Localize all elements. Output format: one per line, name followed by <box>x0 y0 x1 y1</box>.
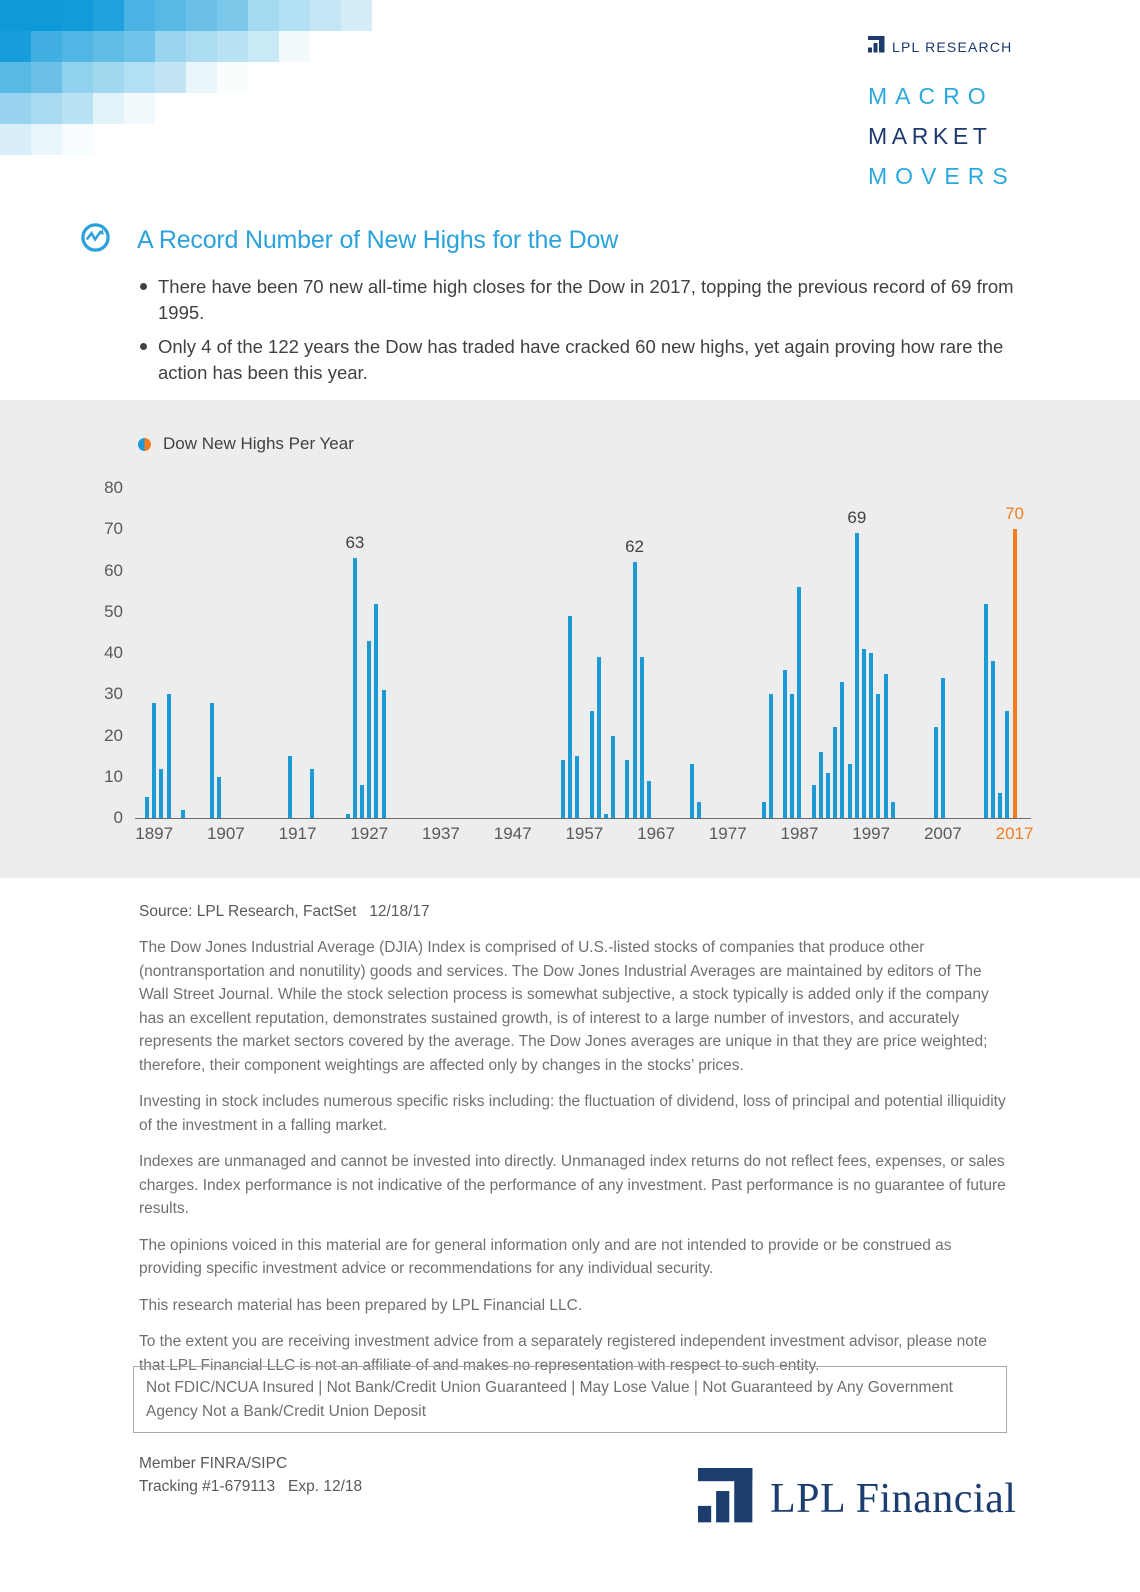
bar-1955 <box>568 616 572 818</box>
x-axis-tick-1897: 1897 <box>135 824 174 843</box>
chart-legend <box>138 434 354 454</box>
legend-label: Dow New Highs Per Year <box>163 434 354 453</box>
bar-1905 <box>210 703 214 819</box>
bar-1991 <box>826 773 830 818</box>
corner-mosaic-decoration <box>0 0 400 170</box>
y-axis-tick-30: 30 <box>104 684 123 704</box>
bar-1958 <box>590 711 594 818</box>
bar-1996 <box>862 649 866 818</box>
y-axis-tick-20: 20 <box>104 725 123 745</box>
disclosure-paragraph: The Dow Jones Industrial Average (DJIA) Index is comprised of U.S.-listed stocks of companies that produce other (nontransportation and nonutility) goods and services. The Dow Jones Industrial Averages are maintained by editors of The Wall Street Journal. While the stock selection process is somewhat subjective, a stock typically is added only if the company has an excellent reputation, demonstrates sustained growth, is of interest to a large number of investors, and accurately represents the market sectors covered by the average. The Dow Jones averages are unique in that they are price weighted; therefore, their component weightings are affected only by changes in the stocks’ prices. <box>139 939 989 1074</box>
bar-1898 <box>159 769 163 819</box>
bar-1901 <box>181 810 185 818</box>
disclosure-paragraph: This research material has been prepared by LPL Financial LLC. <box>139 1296 583 1314</box>
bar-1998 <box>876 694 880 818</box>
x-axis-tick-1967: 1967 <box>637 824 675 843</box>
lpl-financial-logo <box>698 1468 1016 1529</box>
x-axis-tick-1947: 1947 <box>493 824 532 843</box>
bullet-dot <box>140 283 147 290</box>
brand-line-movers: MOVERS <box>868 163 1016 189</box>
bar-1993 <box>840 682 844 818</box>
lpl-research-label: LPL RESEARCH <box>892 39 1013 55</box>
y-axis-tick-10: 10 <box>104 766 123 786</box>
bar-value-label-1925: 63 <box>345 533 365 553</box>
bar-value-label-2017: 70 <box>1005 504 1025 524</box>
bar-1966 <box>647 781 651 818</box>
bar-1999 <box>884 674 888 818</box>
x-axis-tick-1977: 1977 <box>708 824 747 843</box>
bar-2014 <box>991 661 995 818</box>
x-axis-tick-2017: 2017 <box>995 824 1034 843</box>
lpl-financial-logo-icon <box>698 1468 754 1529</box>
disclosure-paragraph: The opinions voiced in this material are for general information only and are not intended to provide or be construed as providing specific investment advice or recommendations for any individual security. <box>139 1236 952 1277</box>
page-title: A Record Number of New Highs for the Dow <box>137 225 619 254</box>
bar-2017 <box>1013 529 1017 818</box>
bullet-item: There have been 70 new all-time high closes for the Dow in 2017, topping the previous record of 69 from 1995. <box>140 274 1020 326</box>
bar-1990 <box>819 752 823 818</box>
y-axis-tick-60: 60 <box>104 560 123 580</box>
y-axis-tick-40: 40 <box>104 643 123 662</box>
bar-value-label-1995: 69 <box>847 508 867 528</box>
bar-1925 <box>353 558 357 818</box>
brand-line-macro: MACRO <box>868 83 994 109</box>
bar-1989 <box>812 785 816 818</box>
bar-1963 <box>625 760 629 818</box>
chart-plot <box>104 478 1034 843</box>
bar-1959 <box>597 657 601 818</box>
bar-value-label-1964: 62 <box>625 537 644 557</box>
y-axis-tick-70: 70 <box>104 519 123 539</box>
bar-1906 <box>217 777 221 818</box>
x-axis-tick-1917: 1917 <box>278 824 317 843</box>
x-axis-tick-1927: 1927 <box>350 824 389 843</box>
bar-1897 <box>152 703 156 819</box>
bar-1994 <box>848 764 852 818</box>
article-header <box>80 222 618 258</box>
bar-1992 <box>833 727 837 818</box>
bar-1964 <box>633 562 637 818</box>
lpl-research-logo-icon <box>868 36 885 58</box>
bar-1924 <box>346 814 350 818</box>
summary-bullets <box>140 274 1020 394</box>
chart-panel <box>0 400 1140 878</box>
disclosure-paragraph: To the extent you are receiving investment advice from a separately registered independent investment advisor, please note that LPL Financial LLC is not an affiliate of and makes no representation with respect to such entity. <box>139 1333 987 1374</box>
y-axis-tick-0: 0 <box>113 808 123 827</box>
disclosure-paragraph: Indexes are unmanaged and cannot be invested into directly. Unmanaged index returns do not reflect fees, expenses, or sales charges. Index performance is not indicative of the performance of any investment. Past performance is no guarantee of future results. <box>139 1153 1006 1217</box>
x-axis-tick-1957: 1957 <box>565 824 604 843</box>
bar-1965 <box>640 657 644 818</box>
lpl-financial-logo-text: LPL Financial <box>770 1475 1017 1522</box>
bar-1916 <box>288 756 292 818</box>
bar-1896 <box>145 797 149 818</box>
bar-1927 <box>367 641 371 818</box>
bar-2007 <box>941 678 945 818</box>
bar-1956 <box>575 756 579 818</box>
masthead <box>868 36 1016 196</box>
bar-1972 <box>690 764 694 818</box>
bar-1929 <box>382 690 386 818</box>
x-axis-tick-2007: 2007 <box>923 824 962 843</box>
bar-1986 <box>790 694 794 818</box>
tracking-line: Tracking #1-679113 Exp. 12/18 <box>139 1478 363 1495</box>
x-axis-tick-1997: 1997 <box>852 824 891 843</box>
legend-dot-icon <box>138 438 151 451</box>
bar-1982 <box>762 802 766 819</box>
disclosure-paragraph: Investing in stock includes numerous specific risks including: the fluctuation of dividend, loss of principal and potential illiquidity of the investment in a falling market. <box>139 1093 1006 1134</box>
pulse-chart-icon <box>80 222 111 258</box>
bar-1899 <box>167 694 171 818</box>
bar-1985 <box>783 670 787 819</box>
x-axis-tick-1907: 1907 <box>206 824 245 843</box>
bar-2016 <box>1005 711 1009 818</box>
bar-2013 <box>984 604 988 819</box>
bar-1954 <box>561 760 565 818</box>
member-line: Member FINRA/SIPC <box>139 1455 288 1472</box>
bar-2015 <box>998 793 1002 818</box>
bar-1928 <box>374 604 378 819</box>
bar-1926 <box>360 785 364 818</box>
bullet-item: Only 4 of the 122 years the Dow has traded have cracked 60 new highs, yet again proving how rare the action has been this year. <box>140 334 1020 386</box>
bar-2000 <box>891 802 895 819</box>
source-line: Source: LPL Research, FactSet 12/18/17 <box>139 903 430 920</box>
bar-1973 <box>697 802 701 819</box>
y-axis-tick-50: 50 <box>104 601 123 621</box>
bar-1995 <box>855 533 859 818</box>
bar-1997 <box>869 653 873 818</box>
bar-1961 <box>611 736 615 819</box>
bar-1919 <box>310 769 314 819</box>
bar-2006 <box>934 727 938 818</box>
bar-1960 <box>604 814 608 818</box>
disclosure-text <box>139 936 1013 1390</box>
bullet-dot <box>140 343 147 350</box>
y-axis-tick-80: 80 <box>104 478 123 497</box>
fdic-disclosure-box: Not FDIC/NCUA Insured | Not Bank/Credit Union Guaranteed | May Lose Value | Not Guaranteed by Any Government Agency Not a Bank/Credit Union Deposit <box>133 1366 1007 1433</box>
bar-1987 <box>797 587 801 818</box>
x-axis-tick-1987: 1987 <box>780 824 819 843</box>
x-axis-tick-1937: 1937 <box>422 824 460 843</box>
brand-line-market: MARKET <box>868 123 992 149</box>
bar-1983 <box>769 694 773 818</box>
footer-compliance <box>139 1452 362 1498</box>
lpl-research-brand <box>868 36 1013 58</box>
